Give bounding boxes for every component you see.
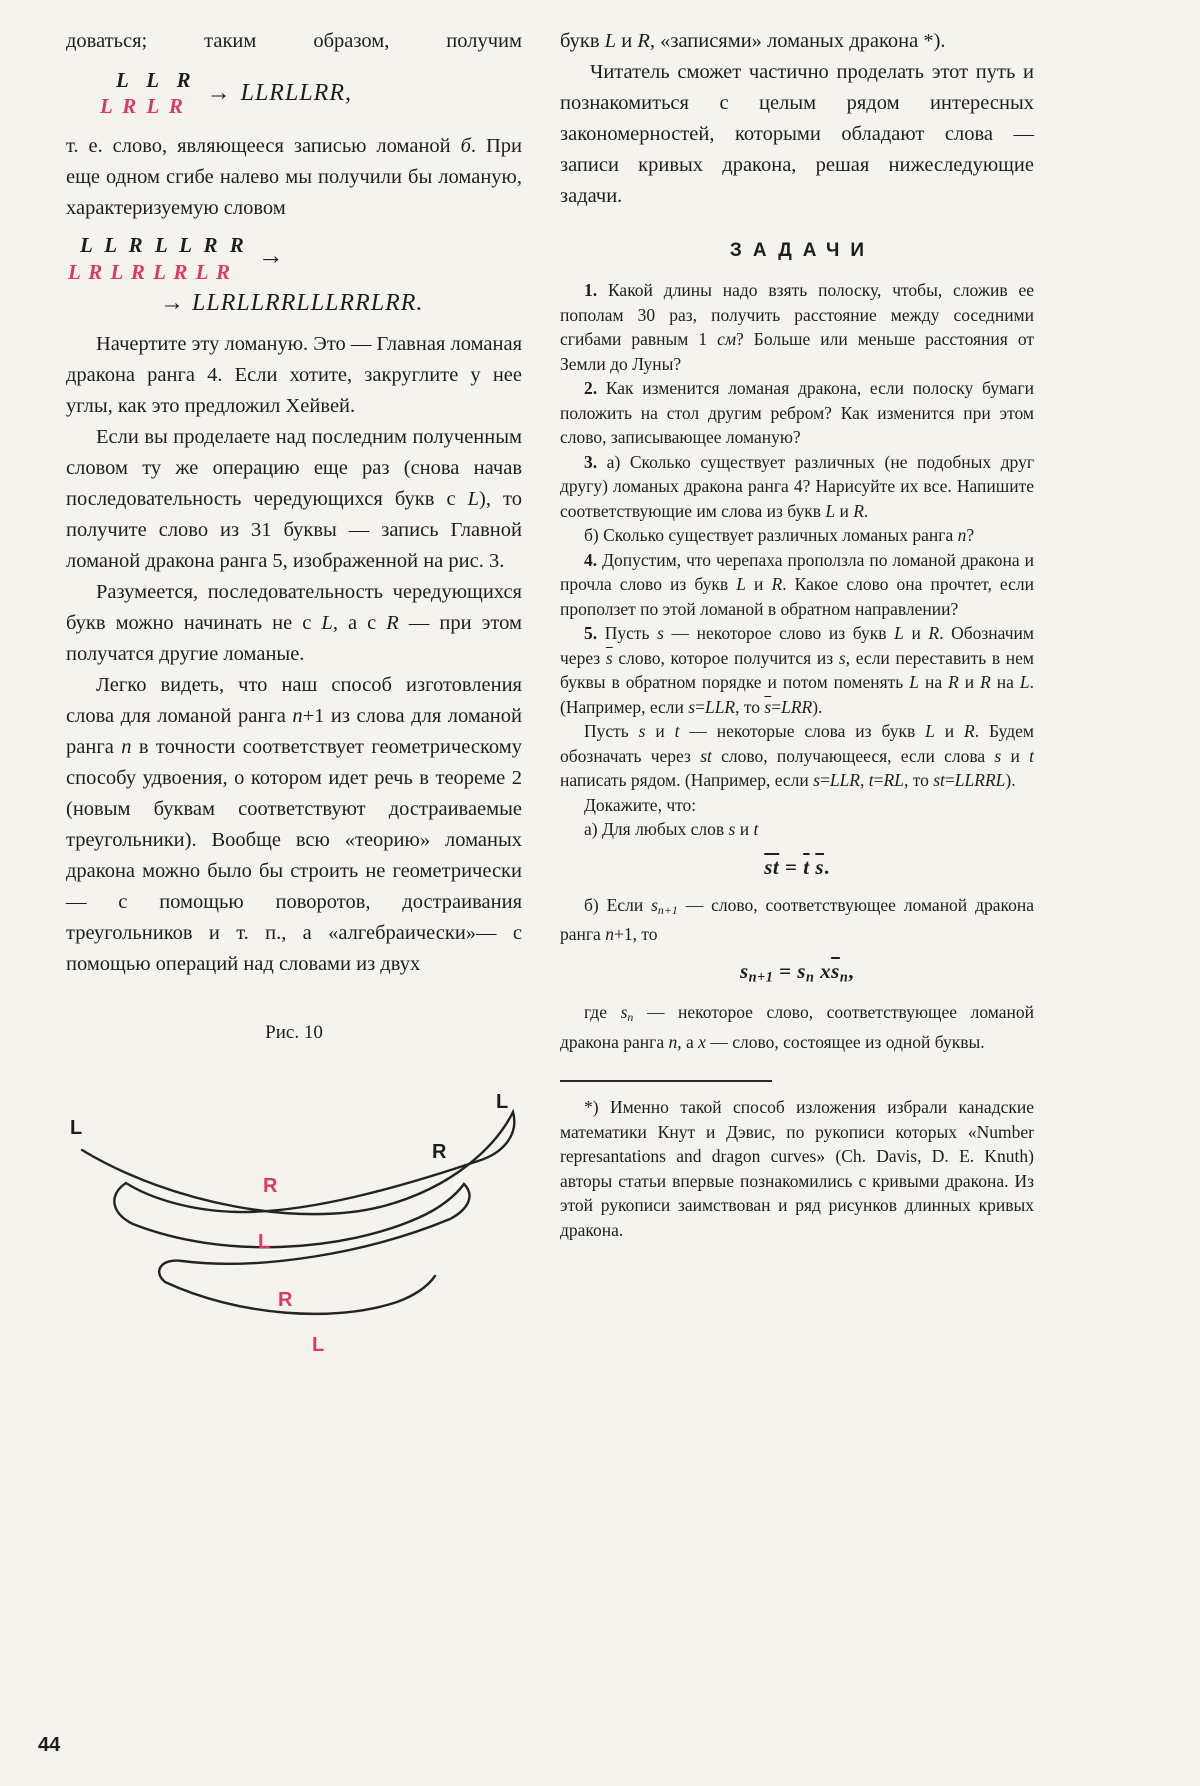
formula-result: → LLRLLRRLLLRRLRR. bbox=[160, 290, 424, 316]
figure-dragon-curve bbox=[66, 1092, 522, 1392]
formula-top-row: L L R bbox=[116, 68, 191, 92]
interleave-formula-rank4 bbox=[68, 232, 522, 317]
dragon-curve-path bbox=[82, 1112, 514, 1314]
formula-result: LLRLLRR, bbox=[240, 79, 352, 106]
curve-label: L bbox=[258, 1231, 271, 1253]
arrow-icon: → bbox=[257, 241, 284, 270]
curve-label: L bbox=[496, 1091, 509, 1113]
problem-5-case-a: а) Для любых слов s и t bbox=[584, 819, 759, 839]
formula-stack bbox=[68, 232, 244, 286]
paragraph-continuation: доваться; таким образом, получим bbox=[66, 30, 522, 52]
problem-3b: б) Сколько существует различных ломаных ранга n? bbox=[584, 525, 975, 545]
problem-2: 2. Как изменится ломаная дракона, если полоску бумаги положить на стол другим ребром? Как изменится при этом слово, записывающее ломаную? bbox=[560, 378, 1034, 447]
dragon-curve-drawing bbox=[66, 1092, 522, 1392]
interleave-formula-rank3 bbox=[100, 67, 522, 119]
problem-5-prove: Докажите, что: bbox=[584, 794, 697, 815]
right-column bbox=[560, 26, 1034, 1392]
footnote-divider bbox=[560, 1080, 772, 1082]
display-formula-recursion: sn+1 = sn $x\overline{s}n$, bbox=[739, 959, 855, 987]
formula-bottom-row-red: L R L R bbox=[100, 94, 183, 118]
arrow-icon: → bbox=[206, 79, 231, 106]
paragraph: т. е. слово, являющееся записью ломаной б. При еще одном сгибе налево мы получили бы ломаную, характеризуемую словом bbox=[66, 135, 522, 219]
paragraph: Разумеется, последовательность чередующихся букв можно начинать не с L, а с R — при этом получатся другие ломаные. bbox=[66, 581, 522, 665]
problem-5-concat: Пусть s и t — некоторые слова из букв L и R. Будем обозначать через st слово, получающееся, если слова s и t написать рядом. (Например, если s=LLR, t=RL, то st=LLRRL). bbox=[560, 721, 1034, 790]
formula-stack-line bbox=[68, 232, 522, 286]
problem-4: 4. Допустим, что черепаха проползла по ломаной дракона и прочла слово из букв L и R. Какое слово она прочтет, если проползет по этой ломаной в обратном направлении? bbox=[560, 549, 1035, 619]
paragraph: Легко видеть, что наш способ изготовления слова для ломаной ранга n+1 из слова для ломаной ранга n в точности соответствует геометрическому способу удвоения, о котором идет речь в теореме 2 (новым буквам соответствуют достраиваемые треугольники). Вообще всю «теорию» ломаных дракона можно было бы строить не геометрически — с помощью поворотов, достраивания треугольников и т. п., а «алгебраически»— с помощью операций над словами из двух bbox=[66, 674, 522, 975]
paragraph: Начертите эту ломаную. Это — Главная ломаная дракона ранга 4. Если хотите, закруглите у нее углы, как это предложил Хейвей. bbox=[66, 333, 522, 417]
paragraph: Читатель сможет частично проделать этот путь и познакомиться с целым рядом интересных закономерностей, которыми обладают слова — записи кривых дракона, решая нижеследующие задачи. bbox=[560, 61, 1034, 207]
curve-label: R bbox=[278, 1289, 293, 1311]
footnote: *) Именно такой способ изложения избрали канадские математики Кнут и Дэвис, по рукописи которых «Number represantations and dragon curves» (Ch. Davis, D. E. Knuth) авторы статьи впервые познакомились с кривыми дракона. Из этой рукописи заимствован и ряд рисунков длинных кривых дракона. bbox=[560, 1097, 1034, 1240]
formula-top-row: L L R L L R R bbox=[80, 233, 244, 257]
problem-3a: 3. а) Сколько существует различных (не подобных друг другу) ломаных дракона ранга 4? Нарисуйте их все. Напишите соответствующие им слова из букв L и R. bbox=[560, 451, 1034, 521]
formula-bottom-row-red: L R L R L R L R bbox=[68, 260, 230, 284]
paragraph: Если вы проделаете над последним полученным словом ту же операцию еще раз (снова начав последовательность чередующихся букв с L), то получите слово из 31 буквы — запись Главной ломаной дракона ранга 5, изображенной на рис. 3. bbox=[66, 426, 522, 572]
figure-caption: Рис. 10 bbox=[265, 1022, 323, 1043]
display-formula-reversal: $\overline{st} = \overline{t}$ $\overline{s}$. bbox=[764, 854, 830, 879]
problem-5-where: где sn — некоторое слово, соответствующее ломаной дракона ранга n, а x — слово, состоящее из одной буквы. bbox=[560, 1002, 1034, 1052]
curve-label: L bbox=[312, 1334, 325, 1356]
problem-5-case-b: б) Если sn+1 — слово, соответствующее ломаной дракона ранга n+1, то bbox=[560, 894, 1034, 944]
curve-label: L bbox=[70, 1117, 83, 1139]
problem-5: 5. Пусть s — некоторое слово из букв L и R. Обозначим через $\overline{s}$ слово, которое получится из s, если переставить в нем буквы в обратном порядке и потом поменять L на R и R на L. (Например, если s=LLR, то $\overline{s}=LRR$). bbox=[560, 623, 1035, 717]
left-column bbox=[66, 26, 522, 1392]
two-column-layout bbox=[66, 26, 1034, 1392]
paragraph-continuation: букв L и R, «записями» ломаных дракона *). bbox=[560, 30, 946, 52]
curve-label: R bbox=[432, 1141, 447, 1163]
page-number: 44 bbox=[38, 1734, 61, 1756]
formula-stack bbox=[100, 67, 191, 119]
problem-1: 1. Какой длины надо взять полоску, чтобы, сложив ее пополам 30 раз, получить расстояние между соседними сгибами равным 1 см? Больше или меньше расстояния от Земли до Луны? bbox=[560, 280, 1034, 374]
tasks-heading: ЗАДАЧИ bbox=[729, 240, 876, 261]
curve-label: R bbox=[263, 1175, 278, 1197]
